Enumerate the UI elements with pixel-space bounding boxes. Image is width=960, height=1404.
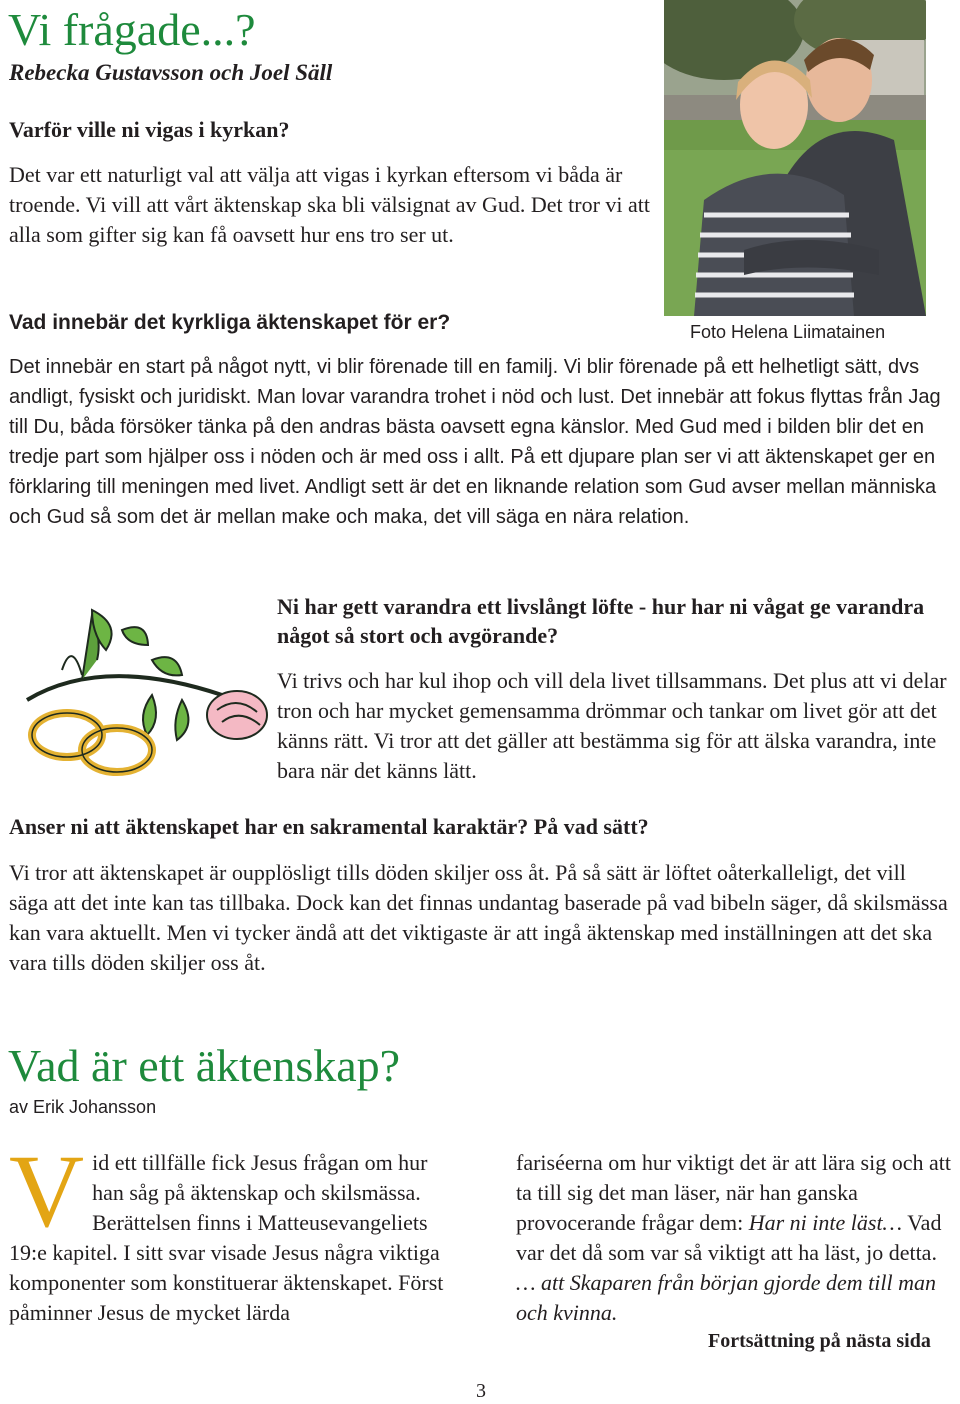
article-byline: av Erik Johansson xyxy=(9,1097,157,1117)
couple-photo xyxy=(664,0,926,316)
rose-rings-icon xyxy=(22,600,272,785)
couple-photo-image xyxy=(664,0,926,316)
dropcap: V xyxy=(9,1134,85,1249)
article-column-2-italic-1: Har ni inte läst… xyxy=(748,1210,903,1235)
question-2: Vad innebär det kyrkliga äktenskapet för er? xyxy=(9,311,451,334)
continued-note: Fortsättning på nästa sida xyxy=(708,1330,931,1352)
article-column-2-italic-2: … att Skaparen från början gjorde dem till man och kvinna. xyxy=(516,1270,937,1325)
answer-1: Det var ett naturligt val att välja att vigas i kyrkan eftersom vi båda är troende. Vi vill att vårt äktenskap ska bli välsignat av Gud. Det tror vi att alla som gifter sig kan få oavsett hur ens tro ser ut. xyxy=(9,162,651,247)
photo-credit: Foto Helena Liimatainen xyxy=(690,322,886,342)
article-column-2 xyxy=(516,1148,956,1328)
question-4: Anser ni att äktenskapet har en sakramental karaktär? På vad sätt? xyxy=(9,814,649,839)
article-column-2-text-2: Vad var det då som var så viktigt att ha läst, jo detta. xyxy=(516,1210,942,1265)
article-title: Vad är ett äktenskap? xyxy=(8,1040,401,1091)
interview-subtitle: Rebecka Gustavsson och Joel Säll xyxy=(9,60,333,85)
interview-title: Vi frågade...? xyxy=(8,4,256,55)
question-1: Varför ville ni vigas i kyrkan? xyxy=(9,117,290,142)
page-number: 3 xyxy=(476,1380,486,1402)
answer-2: Det innebär en start på något nytt, vi blir förenade till en familj. Vi blir förenade på ett helhetligt sätt, dvs andligt, fysiskt och juridiskt. Man lovar varandra trohet i nöd och lust. Det innebär att fokus flyttas från Jag till Du, båda försöker tänka på den andras bästa oavsett egna känslor. Med Gud med i bilden blir det en tredje part som hjälper oss i nöden och är med oss i allt. På ett djupare plan ser vi att äktenskapet ger en förklaring till meningen med livet. Andligt sett är det en liknande relation som Gud avser mellan människa och Gud så som det är mellan make och maka, det vill säga en nära relation. xyxy=(9,356,941,528)
answer-3: Vi trivs och har kul ihop och vill dela livet tillsammans. Det plus att vi delar tron och har mycket gemensamma drömmar och tankar om livet gör att det känns rätt. Vi tror att det gäller att bestämma sig för att älska varandra, inte bara när det känns lätt. xyxy=(277,668,947,783)
answer-4: Vi tror att äktenskapet är oupplösligt tills döden skiljer oss åt. På så sätt är löftet oåterkalleligt, det vill säga att det inte kan tas tillbaka. Dock kan det finnas undantag baserade på vad bibeln säger, då skilsmässa kan vara aktuellt. Men vi tycker ändå att det viktigaste är att ingå äktenskap med inställningen att det ska vara tills döden skiljer oss åt. xyxy=(9,860,948,975)
article-column-1-text: id ett tillfälle fick Jesus frågan om hur han såg på äktenskap och skilsmässa. Berättelsen finns i Matteusevangeliets 19:e kapitel. I sitt svar visade Jesus några viktiga komponenter som konstituerar äktenskapet. Först påminner Jesus de mycket lärda xyxy=(9,1150,444,1325)
article-column-1 xyxy=(9,1134,464,1328)
article-column-2-text-1: fariséerna om hur viktigt det är att lära sig och att ta till sig det man läser, när han ganska provocerande frågar dem: xyxy=(516,1150,951,1235)
rose-rings-illustration xyxy=(22,600,272,785)
question-3: Ni har gett varandra ett livslångt löfte - hur har ni vågat ge varandra något så stort och avgörande? xyxy=(277,594,925,648)
